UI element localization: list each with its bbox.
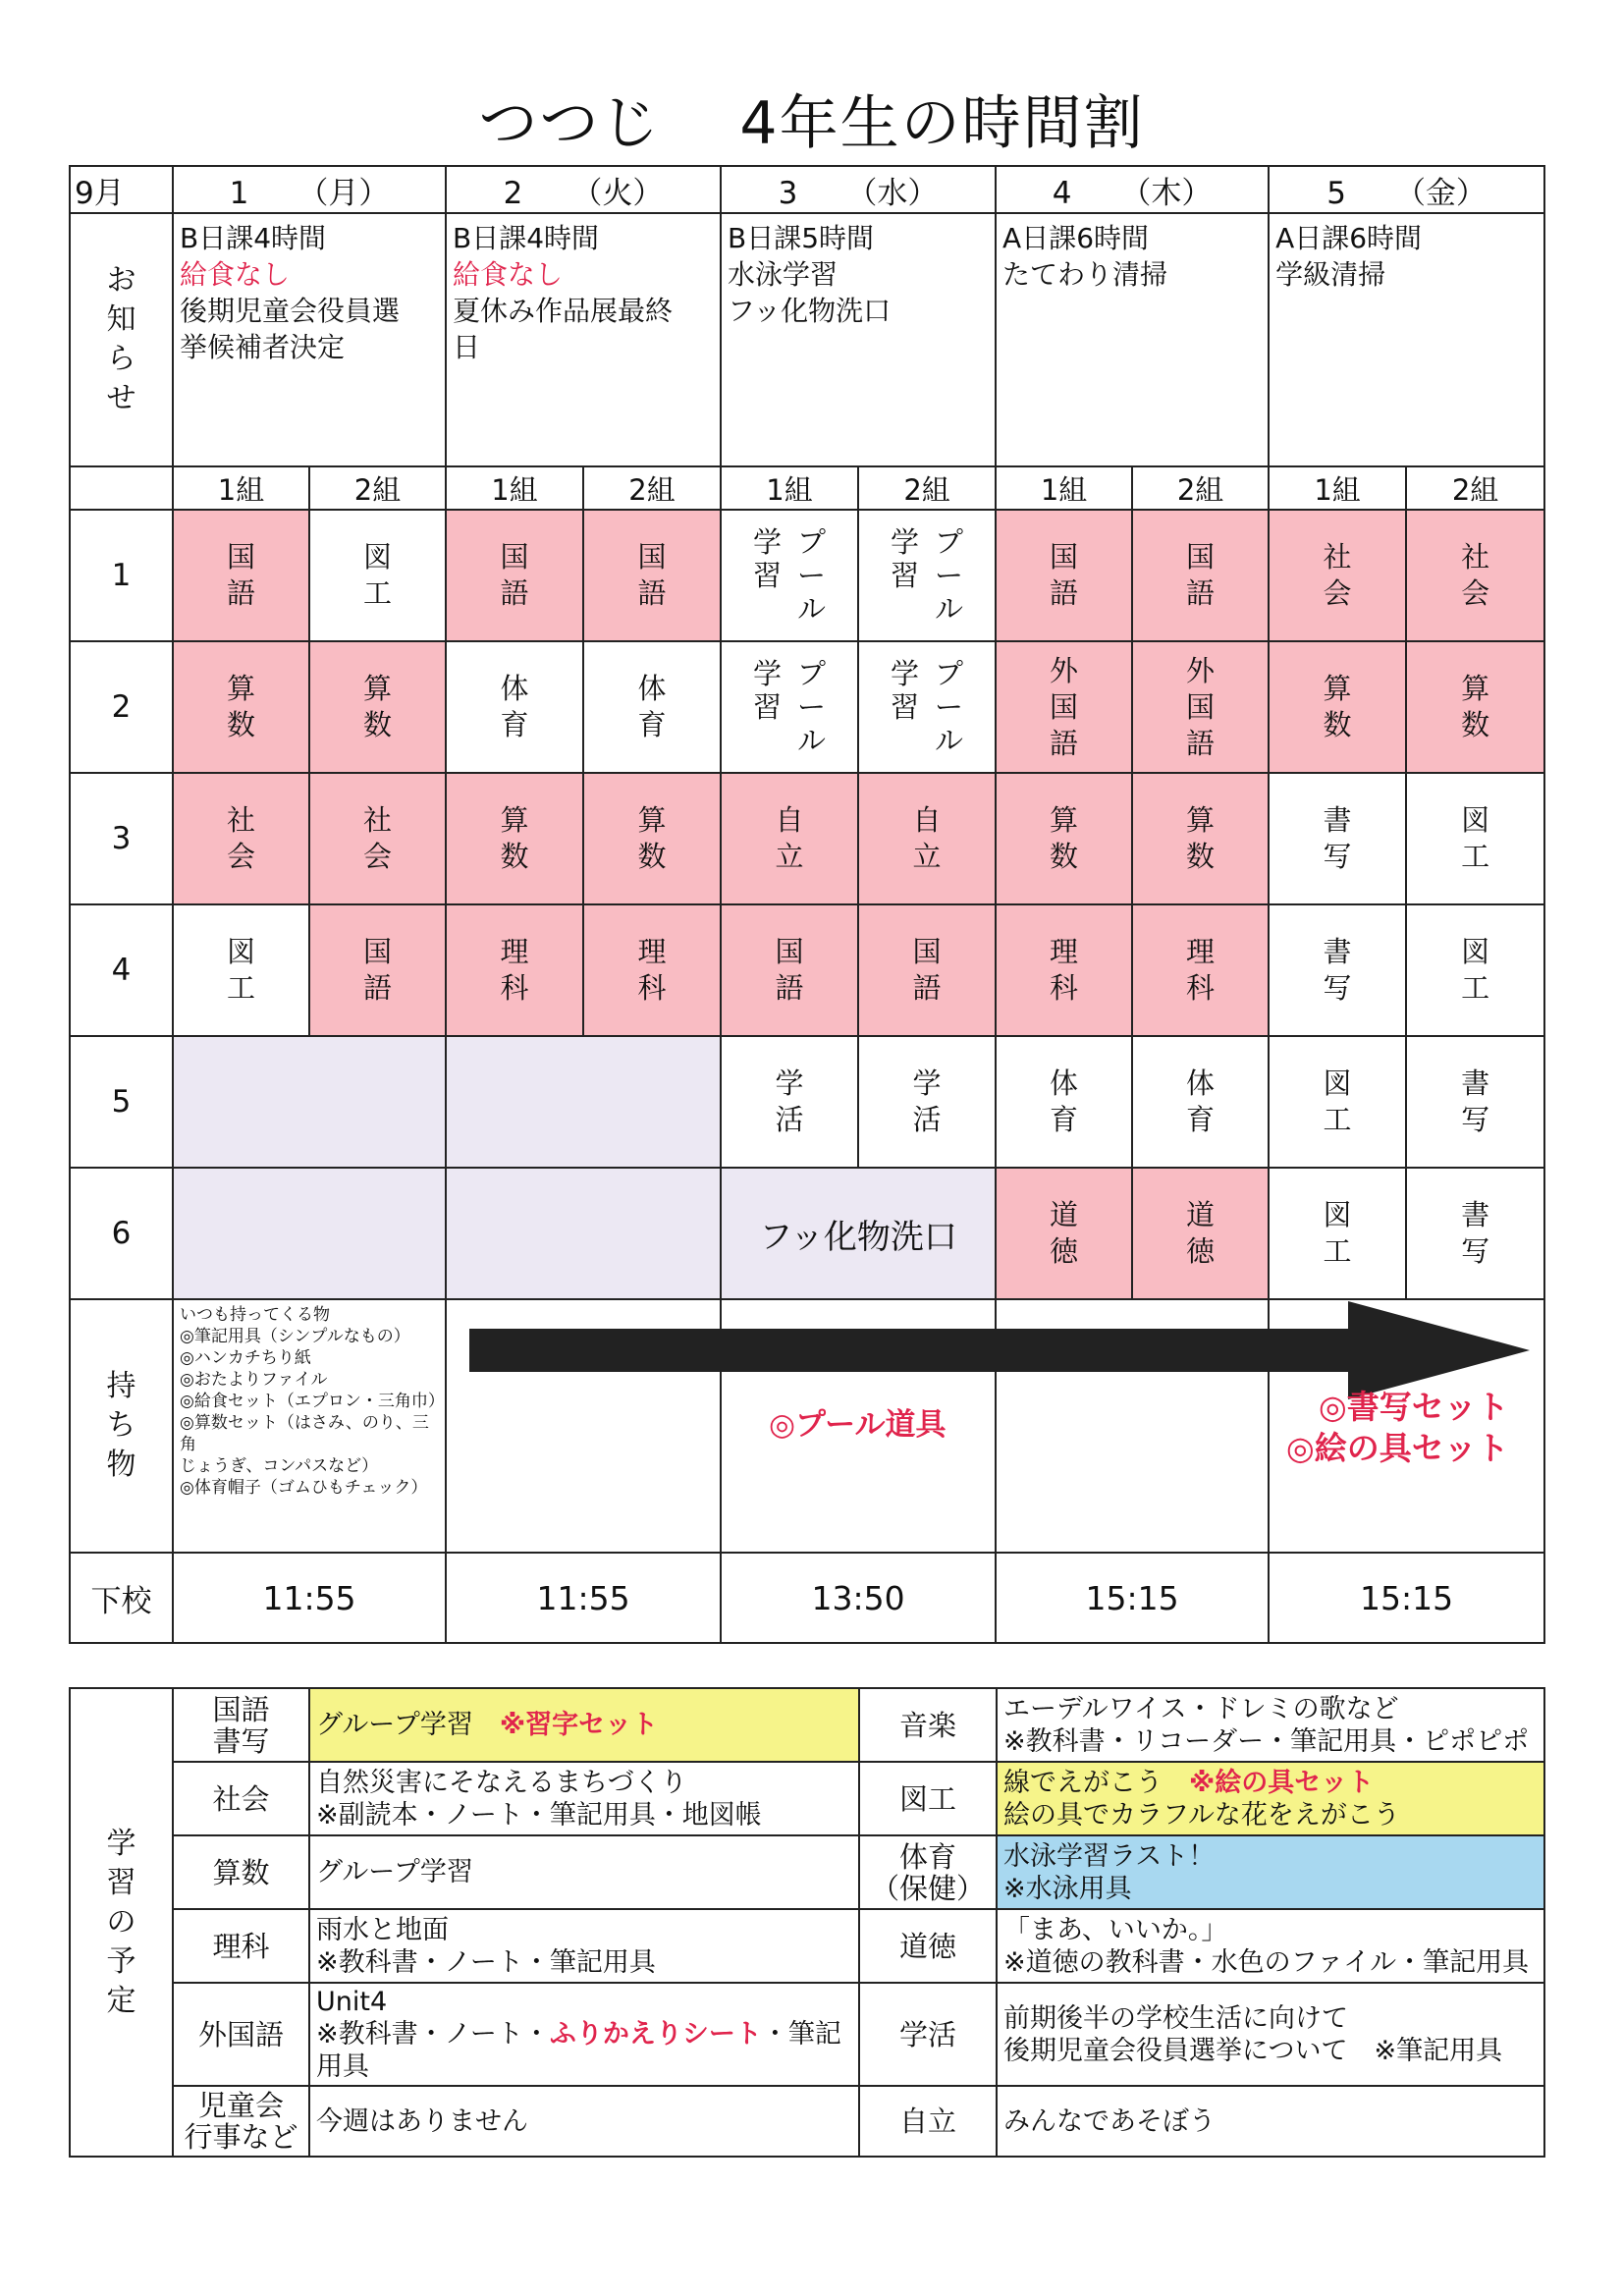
subject-cell: 学 活 <box>721 1036 858 1168</box>
class-label: 2組 <box>583 466 721 510</box>
period-number: 1 <box>70 510 173 641</box>
plan-subject: 図工 <box>859 1762 997 1835</box>
date-header-row <box>70 166 1544 213</box>
subject-cell: プ ー ル 学 習 <box>721 510 858 641</box>
subject-cell: 国 語 <box>583 510 721 641</box>
subject-cell: 国 語 <box>173 510 309 641</box>
period-row <box>70 510 1544 641</box>
subject-cell: プ ー ル 学 習 <box>858 641 996 773</box>
plan-subject: 算数 <box>173 1835 309 1909</box>
dismissal-label: 下校 <box>70 1553 173 1643</box>
subject-cell: 体 育 <box>1132 1036 1269 1168</box>
plan-subject: 外国語 <box>173 1983 309 2086</box>
subject-cell: 図 工 <box>1406 773 1544 904</box>
subject-cell: 学 活 <box>858 1036 996 1168</box>
period-number: 5 <box>70 1036 173 1168</box>
period-row <box>70 641 1544 773</box>
no-class-cell <box>173 1168 446 1299</box>
class-label: 2組 <box>309 466 446 510</box>
plan-content: エーデルワイス・ドレミの歌など ※教科書・リコーダー・筆記用具・ピポピポ <box>997 1688 1544 1762</box>
class-label: 2組 <box>1132 466 1269 510</box>
timetable-title: 4年生の時間割 <box>739 89 1145 158</box>
plan-content: みんなであそぼう <box>997 2086 1544 2157</box>
subject-cell: 図 工 <box>1269 1036 1406 1168</box>
plan-subject: 社会 <box>173 1762 309 1835</box>
no-class-cell <box>446 1036 721 1168</box>
subject-cell: 算 数 <box>309 641 446 773</box>
plan-content: グループ学習 ※習字セット <box>309 1688 859 1762</box>
plan-content: 水泳学習ラスト！ ※水泳用具 <box>997 1835 1544 1909</box>
subject-cell: 算 数 <box>1132 773 1269 904</box>
plan-row <box>70 1909 1544 1983</box>
subject-cell: 外 国 語 <box>1132 641 1269 773</box>
subject-cell: 社 会 <box>1269 510 1406 641</box>
subject-cell: 国 語 <box>858 904 996 1036</box>
plan-content: Unit4 ※教科書・ノート・ふりかえりシート・筆記用具 <box>309 1983 859 2086</box>
day-header: 4 （木） <box>996 166 1269 213</box>
day-header: 1 （月） <box>173 166 446 213</box>
notice-cell: B日課4時間 給食なし 後期児童会役員選 挙候補者決定 <box>173 213 446 466</box>
blank-cell <box>70 466 173 510</box>
plan-label: 学 習 の 予 定 <box>70 1688 173 2157</box>
class-name: つつじ <box>478 89 662 158</box>
period-row <box>70 773 1544 904</box>
subject-cell: 理 科 <box>996 904 1132 1036</box>
subject-cell: 書 写 <box>1269 773 1406 904</box>
plan-content: 雨水と地面 ※教科書・ノート・筆記用具 <box>309 1909 859 1983</box>
period-number: 3 <box>70 773 173 904</box>
subject-cell: プ ー ル 学 習 <box>721 641 858 773</box>
fluoride-rinse-cell: フッ化物洗口 <box>721 1168 996 1299</box>
belongings-label: 持 ち 物 <box>70 1299 173 1553</box>
subject-cell: 国 語 <box>309 904 446 1036</box>
kit-items-note: ◎書写セット ◎絵の具セット <box>1286 1388 1509 1467</box>
plan-content: 今週はありません <box>309 2086 859 2157</box>
belongings-list: いつも持ってくる物 ◎筆記用具（シンプルなもの） ◎ハンカチちり紙 ◎おたよりファイル ◎給食セット（エプロン・三角巾） ◎算数セット（はさみ、のり、三角 じょうぎ、コンパスなど） ◎体育帽子（ゴムひもチェック） <box>173 1299 446 1553</box>
class-row <box>70 466 1544 510</box>
period-row <box>70 904 1544 1036</box>
plan-subject: 児童会 行事など <box>173 2086 309 2157</box>
plan-row <box>70 1688 1544 1762</box>
dismissal-time: 13:50 <box>721 1553 996 1643</box>
subject-cell: 道 徳 <box>996 1168 1132 1299</box>
subject-cell: 体 育 <box>446 641 583 773</box>
day-header: 3 （水） <box>721 166 996 213</box>
day-header: 5 （金） <box>1269 166 1544 213</box>
plan-subject: 理科 <box>173 1909 309 1983</box>
class-label: 1組 <box>446 466 583 510</box>
notice-label: お 知 ら せ <box>70 213 173 466</box>
subject-cell: 自 立 <box>721 773 858 904</box>
class-label: 1組 <box>1269 466 1406 510</box>
day-header: 2 （火） <box>446 166 721 213</box>
class-label: 1組 <box>721 466 858 510</box>
subject-cell: 書 写 <box>1406 1036 1544 1168</box>
subject-cell: 算 数 <box>1406 641 1544 773</box>
subject-cell: 図 工 <box>1269 1168 1406 1299</box>
plan-subject: 自立 <box>859 2086 997 2157</box>
plan-content: グループ学習 <box>309 1835 859 1909</box>
subject-cell: 社 会 <box>1406 510 1544 641</box>
class-label: 1組 <box>173 466 309 510</box>
dismissal-time: 11:55 <box>446 1553 721 1643</box>
dismissal-row <box>70 1553 1544 1643</box>
learning-plan-table <box>69 1687 1545 2158</box>
subject-cell: 体 育 <box>996 1036 1132 1168</box>
notice-row <box>70 213 1544 466</box>
plan-row <box>70 1762 1544 1835</box>
subject-cell: 算 数 <box>446 773 583 904</box>
subject-cell: プ ー ル 学 習 <box>858 510 996 641</box>
notice-cell: A日課6時間 たてわり清掃 <box>996 213 1269 466</box>
plan-subject: 国語 書写 <box>173 1688 309 1762</box>
subject-cell: 図 工 <box>309 510 446 641</box>
subject-cell: 理 科 <box>1132 904 1269 1036</box>
period-row <box>70 1036 1544 1168</box>
subject-cell: 算 数 <box>583 773 721 904</box>
period-row <box>70 1168 1544 1299</box>
plan-content: 線でえがこう ※絵の具セット 絵の具でカラフルな花をえがこう <box>997 1762 1544 1835</box>
dismissal-time: 15:15 <box>1269 1553 1544 1643</box>
plan-content: 「まあ、いいか。」 ※道徳の教科書・水色のファイル・筆記用具 <box>997 1909 1544 1983</box>
plan-subject: 学活 <box>859 1983 997 2086</box>
right-arrow-icon <box>401 1301 1530 1399</box>
notice-cell: A日課6時間 学級清掃 <box>1269 213 1544 466</box>
plan-content: 前期後半の学校生活に向けて 後期児童会役員選挙について ※筆記用具 <box>997 1983 1544 2086</box>
period-number: 4 <box>70 904 173 1036</box>
subject-cell: 算 数 <box>1269 641 1406 773</box>
subject-cell: 書 写 <box>1406 1168 1544 1299</box>
subject-cell: 国 語 <box>996 510 1132 641</box>
subject-cell: 社 会 <box>309 773 446 904</box>
plan-row <box>70 1983 1544 2086</box>
subject-cell: 算 数 <box>173 641 309 773</box>
no-class-cell <box>173 1036 446 1168</box>
subject-cell: 国 語 <box>1132 510 1269 641</box>
subject-cell: 外 国 語 <box>996 641 1132 773</box>
subject-cell: 理 科 <box>583 904 721 1036</box>
period-number: 6 <box>70 1168 173 1299</box>
notice-cell: B日課4時間 給食なし 夏休み作品展最終 日 <box>446 213 721 466</box>
plan-row <box>70 2086 1544 2157</box>
dismissal-time: 11:55 <box>173 1553 446 1643</box>
plan-subject: 体育 （保健） <box>859 1835 997 1909</box>
class-label: 2組 <box>858 466 996 510</box>
class-label: 2組 <box>1406 466 1544 510</box>
subject-cell: 自 立 <box>858 773 996 904</box>
subject-cell: 道 徳 <box>1132 1168 1269 1299</box>
notice-cell: B日課5時間 水泳学習 フッ化物洗口 <box>721 213 996 466</box>
subject-cell: 理 科 <box>446 904 583 1036</box>
subject-cell: 図 工 <box>1406 904 1544 1036</box>
subject-cell: 国 語 <box>446 510 583 641</box>
pool-items-note: ◎プール道具 <box>769 1407 947 1443</box>
plan-content: 自然災害にそなえるまちづくり ※副読本・ノート・筆記用具・地図帳 <box>309 1762 859 1835</box>
plan-row <box>70 1835 1544 1909</box>
month-label: 9月 <box>70 166 173 213</box>
page-title <box>0 77 1623 161</box>
period-number: 2 <box>70 641 173 773</box>
subject-cell: 国 語 <box>721 904 858 1036</box>
plan-subject: 音楽 <box>859 1688 997 1762</box>
dismissal-time: 15:15 <box>996 1553 1269 1643</box>
plan-subject: 道徳 <box>859 1909 997 1983</box>
no-class-cell <box>446 1168 721 1299</box>
subject-cell: 算 数 <box>996 773 1132 904</box>
subject-cell: 社 会 <box>173 773 309 904</box>
subject-cell: 書 写 <box>1269 904 1406 1036</box>
subject-cell: 体 育 <box>583 641 721 773</box>
subject-cell: 図 工 <box>173 904 309 1036</box>
class-label: 1組 <box>996 466 1132 510</box>
